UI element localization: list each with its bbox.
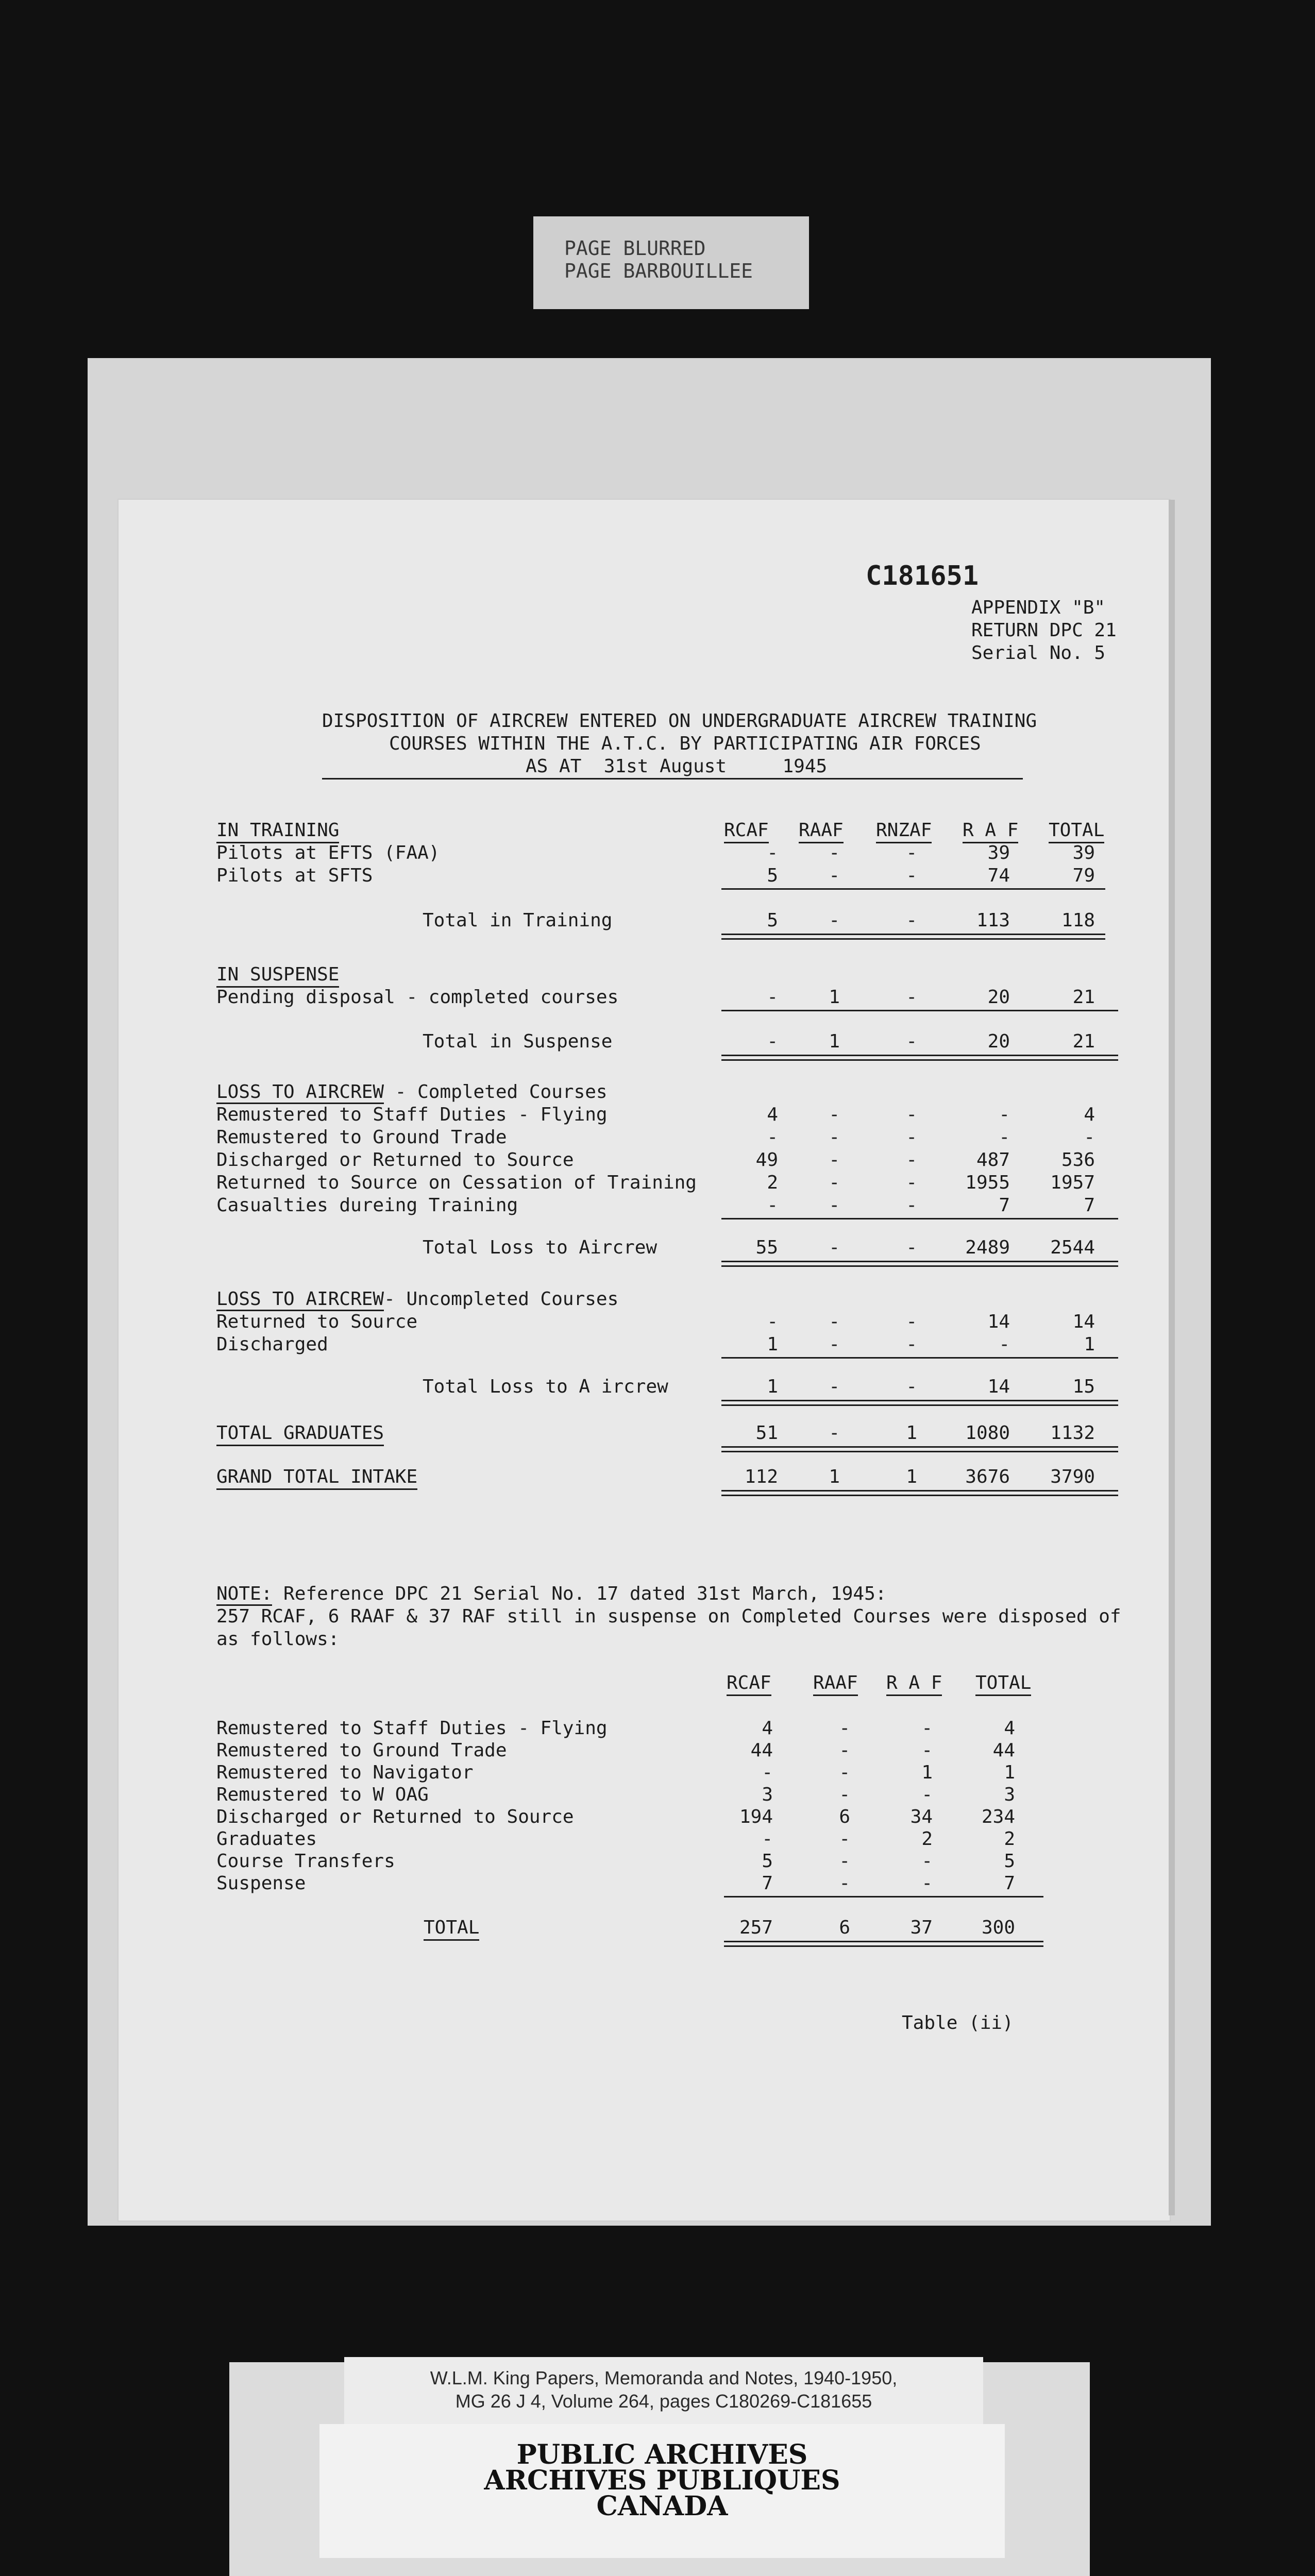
section-heading-loss-uncompleted [216,1288,618,1311]
row-label: Remustered to Staff Duties - Flying [216,1104,608,1125]
note-cell-raf: 37 [910,1917,933,1938]
cell-total: 14 [1072,1311,1095,1332]
cell-total: 79 [1072,865,1095,886]
note-cell-rcaf: 7 [762,1873,773,1894]
note-cell-raaf: - [839,1828,850,1850]
cell-rnzaf: - [906,1311,917,1332]
note-row-label: Remustered to W OAG [216,1784,429,1805]
cell-total: 4 [1084,1104,1095,1125]
cell-raf: - [999,1334,1010,1355]
cell-raaf: - [829,1237,840,1258]
cell-rcaf: 112 [744,1466,778,1487]
cell-total: 536 [1061,1149,1095,1171]
note-cell-total: 4 [1004,1718,1015,1739]
row-label: Pending disposal - completed courses [216,987,619,1008]
cell-rnzaf: - [906,1172,917,1193]
document-number: C181651 [866,561,979,591]
cell-total: 1 [1084,1334,1095,1355]
cell-rcaf: 1 [767,1376,778,1397]
cell-rnzaf: - [906,1195,917,1216]
row-label: Discharged [216,1334,328,1355]
note-cell-total: 3 [1004,1784,1015,1805]
section-heading-loss-completed-suffix: - Completed Courses [384,1081,608,1103]
note-cell-raf: - [921,1851,933,1872]
cell-raaf: - [829,842,840,863]
grand-total-double-rule [721,1490,1118,1496]
note-cell-raf: 34 [910,1806,933,1827]
subtotal-rule [721,1010,1118,1011]
note-total-label: TOTAL [424,1917,479,1941]
total-double-rule [721,1400,1118,1406]
cell-rcaf: 5 [767,910,778,931]
grand-total-label: GRAND TOTAL INTAKE [216,1466,417,1490]
total-graduates-label: TOTAL GRADUATES [216,1422,384,1446]
note-cell-raaf: - [839,1740,850,1761]
note-line-2: 257 RCAF, 6 RAAF & 37 RAF still in suspense on Completed Courses were disposed of [216,1606,1121,1627]
note-row-label: Discharged or Returned to Source [216,1806,574,1827]
note-cell-raf: - [921,1784,933,1805]
cell-rnzaf: - [906,865,917,886]
cell-raf: 14 [987,1376,1010,1397]
cell-rcaf: 51 [755,1422,778,1444]
total-label: Total in Suspense [423,1031,613,1052]
note-col-header-raf: R A F [886,1672,942,1696]
cell-raaf: - [829,865,840,886]
cell-rcaf: 55 [755,1237,778,1258]
cell-rcaf: - [767,987,778,1008]
cell-total: 39 [1072,842,1095,863]
note-cell-rcaf: 44 [750,1740,773,1761]
title-line-2: COURSES WITHIN THE A.T.C. BY PARTICIPATING AIR FORCES [389,733,981,754]
row-label: Discharged or Returned to Source [216,1149,574,1171]
note-cell-total: 1 [1004,1762,1015,1783]
note-cell-total: 300 [981,1917,1015,1938]
subtotal-rule [721,1357,1118,1359]
cell-raf: 113 [976,910,1010,931]
return-label: RETURN DPC 21 [971,620,1117,641]
cell-total: 3790 [1050,1466,1095,1487]
cell-total: 21 [1072,987,1095,1008]
cell-rnzaf: - [906,1376,917,1397]
row-label: Pilots at SFTS [216,865,373,886]
col-header-rcaf: RCAF [724,819,769,843]
cell-raaf: - [829,1172,840,1193]
cell-total: - [1084,1127,1095,1148]
row-label: Casualties dureing Training [216,1195,518,1216]
blurred-page-label [533,216,809,309]
note-cell-rcaf: - [762,1762,773,1783]
note-cell-rcaf: 3 [762,1784,773,1805]
note-cell-total: 7 [1004,1873,1015,1894]
total-double-rule [721,1261,1118,1267]
cell-total: 7 [1084,1195,1095,1216]
note-cell-raf: - [921,1873,933,1894]
cell-rnzaf: - [906,1127,917,1148]
archive-stamp [319,2424,1005,2558]
table-reference: Table (ii) [902,2012,1014,2033]
cell-raf: 39 [987,842,1010,863]
note-line-1-text: Reference DPC 21 Serial No. 17 dated 31st March, 1945: [272,1583,887,1604]
cell-raf: 74 [987,865,1010,886]
page-edge-shadow [1169,500,1175,2215]
cell-rnzaf: 1 [906,1466,917,1487]
cell-raaf: - [829,1149,840,1171]
cell-rnzaf: - [906,910,917,931]
cell-raf: 487 [976,1149,1010,1171]
col-header-total: TOTAL [1049,819,1104,843]
note-row-label: Graduates [216,1828,317,1850]
cell-raaf: - [829,1127,840,1148]
section-heading-in-training: IN TRAINING [216,819,339,843]
note-cell-rcaf: 194 [739,1806,773,1827]
cell-rcaf: - [767,1127,778,1148]
cell-total: 1957 [1050,1172,1095,1193]
row-label: Remustered to Ground Trade [216,1127,507,1148]
total-double-rule [721,934,1105,940]
section-heading-loss-uncompleted-suffix: - Uncompleted Courses [384,1289,619,1310]
cell-total: 1132 [1050,1422,1095,1444]
note-cell-total: 2 [1004,1828,1015,1850]
note-line-1 [216,1583,886,1605]
row-label: Pilots at EFTS (FAA) [216,842,440,863]
subtotal-rule [721,888,1105,890]
note-cell-total: 5 [1004,1851,1015,1872]
title-line-3: AS AT 31st August 1945 [526,756,828,777]
note-col-header-raaf: RAAF [813,1672,858,1696]
note-cell-raf: - [921,1718,933,1739]
total-double-rule [721,1055,1118,1061]
col-header-rnzaf: RNZAF [876,819,932,843]
cell-total: 118 [1061,910,1095,931]
archive-line-2: ARCHIVES PUBLIQUES [484,2465,840,2496]
note-cell-raf: 1 [921,1762,933,1783]
cell-raf: 7 [999,1195,1010,1216]
note-row-label: Course Transfers [216,1851,395,1872]
note-cell-rcaf: 257 [739,1917,773,1938]
cell-rcaf: - [767,1195,778,1216]
note-row-label: Remustered to Staff Duties - Flying [216,1718,608,1739]
appendix-label: APPENDIX "B" [971,597,1106,618]
note-cell-raaf: - [839,1873,850,1894]
blurred-label-line2: PAGE BARBOUILLEE [564,260,753,282]
note-cell-rcaf: - [762,1828,773,1850]
cell-total: 21 [1072,1031,1095,1052]
cell-raaf: - [829,1376,840,1397]
section-heading-loss-uncompleted-main: LOSS TO AIRCREW [216,1289,384,1311]
cell-rnzaf: - [906,1031,917,1052]
col-header-raaf: RAAF [799,819,844,843]
note-cell-raaf: 6 [839,1917,850,1938]
cell-rnzaf: - [906,1149,917,1171]
cell-raaf: 1 [829,1031,840,1052]
cell-rnzaf: - [906,1334,917,1355]
cell-rcaf: - [767,1311,778,1332]
note-total-double-rule [724,1941,1043,1947]
cell-rcaf: 49 [755,1149,778,1171]
cell-raaf: - [829,1334,840,1355]
note-row-label: Remustered to Navigator [216,1762,474,1783]
cell-raaf: - [829,1311,840,1332]
subtotal-rule [721,1218,1118,1219]
cell-raaf: - [829,910,840,931]
note-cell-rcaf: 5 [762,1851,773,1872]
graduates-double-rule [721,1446,1118,1452]
cell-rcaf: 2 [767,1172,778,1193]
row-label: Returned to Source [216,1311,418,1332]
section-heading-in-suspense: IN SUSPENSE [216,963,339,988]
note-cell-raaf: - [839,1851,850,1872]
cell-rcaf: - [767,1031,778,1052]
note-cell-raaf: - [839,1718,850,1739]
cell-rcaf: 1 [767,1334,778,1355]
archive-line-3: CANADA [596,2490,728,2522]
note-col-header-rcaf: RCAF [727,1672,771,1696]
note-subtotal-rule [724,1896,1043,1897]
cell-rnzaf: - [906,1237,917,1258]
cell-raaf: - [829,1422,840,1444]
cell-raf: 1955 [965,1172,1010,1193]
note-cell-total: 44 [992,1740,1015,1761]
serial-label: Serial No. 5 [971,642,1106,664]
note-cell-raaf: 6 [839,1806,850,1827]
note-prefix: NOTE: [216,1583,272,1606]
section-heading-loss-completed [216,1081,608,1104]
note-cell-total: 234 [981,1806,1015,1827]
cell-rnzaf: 1 [906,1422,917,1444]
cell-raf: 2489 [965,1237,1010,1258]
note-row-label: Remustered to Ground Trade [216,1740,507,1761]
total-label: Total Loss to A ircrew [423,1376,668,1397]
note-cell-raf: 2 [921,1828,933,1850]
title-line-1: DISPOSITION OF AIRCREW ENTERED ON UNDERGRADUATE AIRCREW TRAINING [322,710,1037,732]
blurred-label-line1: PAGE BLURRED [564,237,706,260]
title-underline [322,778,1023,779]
citation-line-1: W.L.M. King Papers, Memoranda and Notes, 1940-1950, [430,2367,898,2388]
cell-total: 15 [1072,1376,1095,1397]
cell-rnzaf: - [906,842,917,863]
cell-raaf: - [829,1195,840,1216]
total-label: Total Loss to Aircrew [423,1237,658,1258]
cell-raaf: 1 [829,987,840,1008]
total-label: Total in Training [423,910,613,931]
citation-label [344,2357,983,2427]
note-row-label: Suspense [216,1873,306,1894]
note-cell-raf: - [921,1740,933,1761]
section-heading-loss-completed-main: LOSS TO AIRCREW [216,1081,384,1104]
archive-line-1: PUBLIC ARCHIVES [516,2439,808,2470]
cell-raf: - [999,1127,1010,1148]
cell-raf: 20 [987,1031,1010,1052]
citation-line-2: MG 26 J 4, Volume 264, pages C180269-C181655 [455,2391,872,2412]
cell-raf: 14 [987,1311,1010,1332]
note-cell-raaf: - [839,1762,850,1783]
cell-rnzaf: - [906,987,917,1008]
cell-raf: 20 [987,987,1010,1008]
cell-raaf: 1 [829,1466,840,1487]
row-label: Returned to Source on Cessation of Training [216,1172,697,1193]
cell-raf: - [999,1104,1010,1125]
cell-rnzaf: - [906,1104,917,1125]
cell-raf: 3676 [965,1466,1010,1487]
cell-total: 2544 [1050,1237,1095,1258]
cell-rcaf: - [767,842,778,863]
note-col-header-total: TOTAL [975,1672,1031,1696]
cell-rcaf: 4 [767,1104,778,1125]
cell-raf: 1080 [965,1422,1010,1444]
note-cell-raaf: - [839,1784,850,1805]
cell-raaf: - [829,1104,840,1125]
col-header-raf: R A F [963,819,1018,843]
note-line-3: as follows: [216,1629,340,1650]
cell-rcaf: 5 [767,865,778,886]
note-cell-rcaf: 4 [762,1718,773,1739]
